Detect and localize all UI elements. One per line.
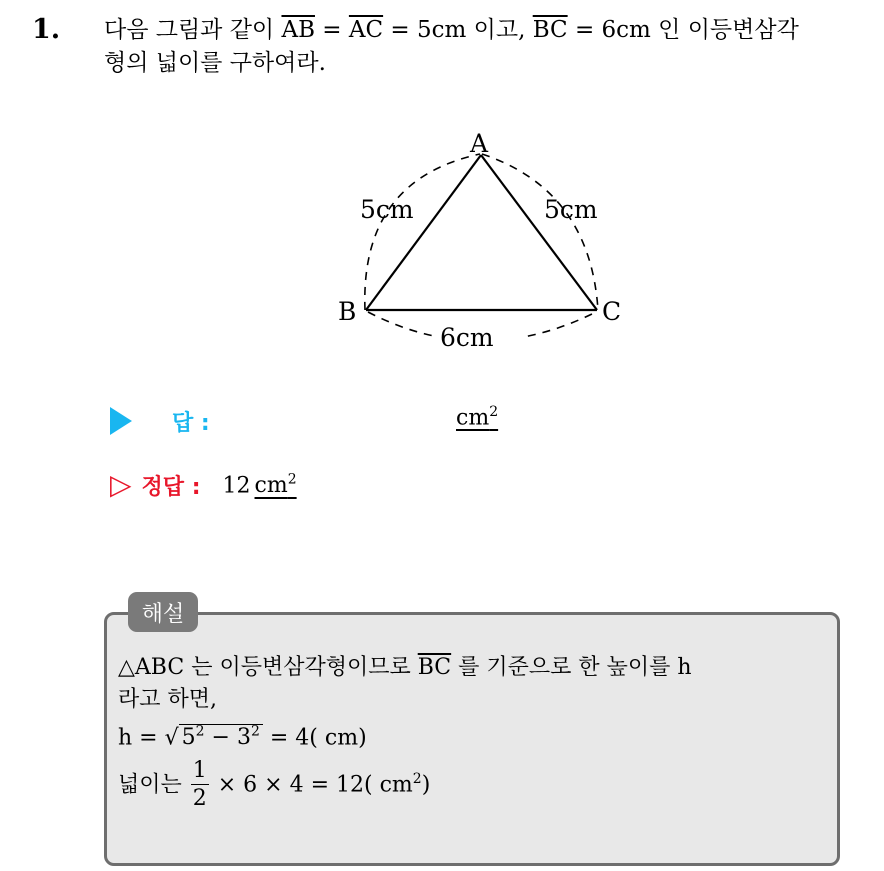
- question-line1-pre: 다음 그림과 같이: [104, 17, 282, 43]
- side-ab-line: [366, 155, 481, 310]
- correct-unit-exp: 2: [287, 471, 297, 488]
- solution-line1-post: 를 기준으로 한 높이를 h: [451, 655, 692, 680]
- vertex-a-label: A: [470, 129, 489, 158]
- answer-row: [110, 404, 210, 438]
- outline-triangle-icon: ▷: [110, 468, 132, 501]
- question-eq1: =: [314, 17, 349, 43]
- side-ac-label: 5cm: [544, 195, 598, 224]
- triangle-figure: [320, 120, 650, 360]
- correct-answer-value: [223, 472, 297, 498]
- radicand-minus: − 3: [204, 725, 251, 751]
- solution-line3-post: = 4( cm): [262, 725, 367, 751]
- correct-answer-label: 정답 :: [141, 474, 201, 500]
- radicand-a: 5: [181, 725, 196, 751]
- question-eq1-val: = 5cm 이고,: [383, 17, 533, 43]
- answer-unit-base: cm: [456, 405, 490, 431]
- fraction: [191, 758, 209, 813]
- area-unit-exp: 2: [412, 771, 422, 788]
- solution-line-1: [118, 652, 830, 684]
- solution-line4-pre: 넓이는: [118, 772, 189, 798]
- answer-label: 답 :: [172, 410, 210, 436]
- answer-unit: [456, 404, 498, 430]
- sqrt-radicand: [179, 724, 263, 750]
- radicand-a-exp: 2: [195, 724, 205, 740]
- question-eq2-val: = 6cm 인 이등변삼각: [567, 17, 799, 43]
- solution-line4-post: × 6 × 4 = 12( cm: [210, 772, 413, 798]
- vertex-c-label: C: [602, 297, 622, 326]
- side-ac-line: [481, 155, 597, 310]
- play-triangle-icon: [110, 407, 132, 435]
- question-line2: 형의 넓이를 구하여라.: [104, 50, 326, 76]
- side-bc-label: 6cm: [440, 323, 494, 352]
- question-number: 1.: [32, 14, 61, 45]
- solution-line-3: [118, 716, 830, 754]
- solution-line4-close: ): [421, 772, 431, 798]
- answer-unit-exp: 2: [489, 404, 499, 420]
- solution-line1-pre: △ABC 는 이등변삼각형이므로: [118, 655, 418, 680]
- correct-unit: [255, 473, 297, 498]
- question-text: [104, 14, 874, 80]
- solution-content: [118, 652, 830, 813]
- radicand-b-exp: 2: [250, 724, 260, 740]
- solution-line-4: [118, 758, 830, 813]
- segment-ab: $\overline{AB}$: [281, 17, 315, 43]
- solution-line-2: 라고 하면,: [118, 687, 217, 712]
- correct-answer-row: [110, 468, 297, 502]
- fraction-numerator: 1: [192, 758, 207, 784]
- solution-tab: 해설: [128, 592, 198, 632]
- correct-number: 12: [222, 473, 251, 499]
- segment-bc: $\overline{BC}$: [532, 17, 568, 43]
- fraction-denominator: 2: [192, 786, 207, 812]
- solution-segment-bc: $\overline{BC}$: [417, 655, 452, 680]
- side-ab-label: 5cm: [360, 195, 414, 224]
- vertex-b-label: B: [338, 297, 357, 326]
- solution-line3-pre: h =: [118, 725, 165, 751]
- correct-unit-base: cm: [254, 473, 288, 499]
- square-root: √ $5^2 - 3^2$: [165, 716, 263, 754]
- segment-ac: $\overline{AC}$: [348, 17, 384, 43]
